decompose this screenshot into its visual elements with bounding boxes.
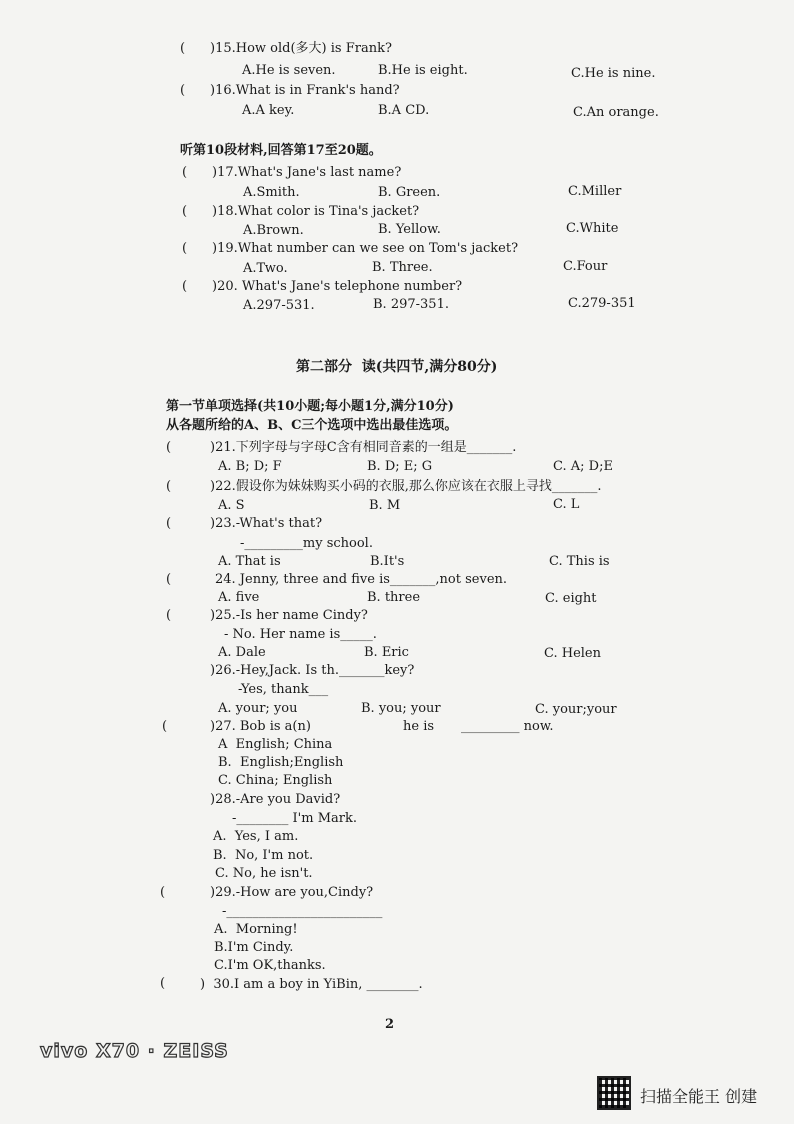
line-q27-b: B. English;English bbox=[218, 755, 344, 770]
line-q29-blank: -________________________ bbox=[222, 904, 383, 919]
line-q24-c: C. eight bbox=[545, 591, 597, 606]
line-q25-paren: ( bbox=[166, 608, 172, 623]
line-q18-paren: ( bbox=[182, 204, 188, 219]
line-q22-b: B. M bbox=[369, 498, 401, 513]
line-q24-paren: ( bbox=[166, 572, 172, 587]
line-q22-c: C. L bbox=[553, 497, 580, 512]
line-q21-c: C. A; D;E bbox=[553, 459, 613, 474]
line-q17-a: A.Smith. bbox=[243, 185, 300, 200]
line-q29-a: A. Morning! bbox=[214, 922, 298, 937]
line-q26: )26.-Hey,Jack. Is th._______key? bbox=[210, 663, 415, 678]
line-q27-mid: he is bbox=[403, 719, 435, 734]
instructions: 从各题所给的A、B、C三个选项中选出最佳选项。 bbox=[166, 418, 458, 433]
line-q16-paren: ( bbox=[180, 83, 186, 98]
line-q28-c: C. No, he isn't. bbox=[215, 866, 313, 881]
line-q20-c: C.279-351 bbox=[568, 296, 636, 311]
line-q26-blank: -Yes, thank___ bbox=[238, 682, 329, 697]
line-q21: )21.下列字母与字母C含有相同音素的一组是_______. bbox=[210, 440, 517, 455]
line-q17-c: C.Miller bbox=[568, 184, 622, 199]
line-q29-c: C.I'm OK,thanks. bbox=[214, 958, 326, 973]
line-q23-paren: ( bbox=[166, 516, 172, 531]
line-q24-a: A. five bbox=[218, 590, 260, 605]
camera-watermark: vivo X70 · ZEISS bbox=[40, 1040, 229, 1062]
line-q16-c: C.An orange. bbox=[573, 105, 659, 120]
line-q17-paren: ( bbox=[182, 165, 188, 180]
line-q18-b: B. Yellow. bbox=[378, 222, 441, 237]
line-q23-c: C. This is bbox=[549, 554, 610, 569]
line-q28-blank: -________ I'm Mark. bbox=[232, 811, 357, 826]
line-q22-a: A. S bbox=[218, 498, 245, 513]
line-para10: 听第10段材料,回答第17至20题。 bbox=[180, 143, 382, 158]
line-q17: )17.What's Jane's last name? bbox=[212, 165, 402, 180]
line-q26-c: C. your;your bbox=[535, 702, 617, 717]
line-q20-paren: ( bbox=[182, 279, 188, 294]
line-q27-a: A English; China bbox=[218, 737, 333, 752]
line-q27: )27. Bob is a(n) bbox=[210, 719, 311, 734]
line-q28-a: A. Yes, I am. bbox=[213, 829, 299, 844]
line-q29-b: B.I'm Cindy. bbox=[214, 940, 294, 955]
line-q15-paren: ( bbox=[180, 41, 186, 56]
page-number: 2 bbox=[385, 1017, 395, 1032]
line-q22: )22.假设你为妹妹购买小码的衣服,那么你应该在衣服上寻找_______. bbox=[210, 479, 602, 494]
section-heading: 第二部分 读(共四节,满分80分) bbox=[296, 359, 498, 375]
line-q26-a: A. your; you bbox=[218, 701, 298, 716]
line-q25-b: B. Eric bbox=[364, 645, 409, 660]
line-q21-a: A. B; D; F bbox=[218, 459, 282, 474]
line-q18: )18.What color is Tina's jacket? bbox=[212, 204, 420, 219]
line-q25: )25.-Is her name Cindy? bbox=[210, 608, 368, 623]
line-q29: )29.-How are you,Cindy? bbox=[210, 885, 374, 900]
line-q19-paren: ( bbox=[182, 241, 188, 256]
line-q18-a: A.Brown. bbox=[243, 223, 304, 238]
line-q17-b: B. Green. bbox=[378, 185, 441, 200]
line-q16: )16.What is in Frank's hand? bbox=[210, 83, 400, 98]
line-q19-a: A.Two. bbox=[243, 261, 288, 276]
line-q20: )20. What's Jane's telephone number? bbox=[212, 279, 463, 294]
line-q23-blank: -_________my school. bbox=[240, 536, 373, 551]
line-q16-b: B.A CD. bbox=[378, 103, 430, 118]
line-q26-b: B. you; your bbox=[361, 701, 441, 716]
line-q23: )23.-What's that? bbox=[210, 516, 323, 531]
line-q27-c: C. China; English bbox=[218, 773, 333, 788]
line-q30: ) 30.I am a boy in YiBin, ________. bbox=[200, 977, 423, 992]
line-q15: )15.How old(多大) is Frank? bbox=[210, 41, 392, 56]
line-q22-paren: ( bbox=[166, 479, 172, 494]
line-q24: 24. Jenny, three and five is_______,not seven. bbox=[215, 572, 508, 587]
line-q23-b: B.It's bbox=[370, 554, 405, 569]
line-q21-b: B. D; E; G bbox=[367, 459, 433, 474]
line-q15-c: C.He is nine. bbox=[571, 66, 656, 81]
line-q27-paren: ( bbox=[162, 719, 168, 734]
line-q29-paren: ( bbox=[160, 885, 166, 900]
line-q28-b: B. No, I'm not. bbox=[213, 848, 314, 863]
line-q16-a: A.A key. bbox=[242, 103, 295, 118]
line-q18-c: C.White bbox=[566, 221, 619, 236]
line-q23-a: A. That is bbox=[218, 554, 281, 569]
line-q20-a: A.297-531. bbox=[243, 298, 315, 313]
scanner-watermark: 扫描全能王 创建 bbox=[640, 1087, 758, 1106]
line-q30-paren: ( bbox=[160, 976, 166, 991]
line-q28: )28.-Are you David? bbox=[210, 792, 341, 807]
line-q27-end: _________ now. bbox=[461, 719, 554, 734]
line-q20-b: B. 297-351. bbox=[373, 297, 449, 312]
line-q25-c: C. Helen bbox=[544, 646, 602, 661]
line-q15-a: A.He is seven. bbox=[242, 63, 336, 78]
line-q19-b: B. Three. bbox=[372, 260, 433, 275]
line-q19-c: C.Four bbox=[563, 259, 608, 274]
line-q25-blank: - No. Her name is_____. bbox=[224, 627, 377, 642]
subsection-title: 第一节单项选择(共10小题;每小题1分,满分10分) bbox=[166, 399, 454, 414]
qr-code-icon bbox=[597, 1076, 631, 1110]
line-q25-a: A. Dale bbox=[218, 645, 266, 660]
line-q24-b: B. three bbox=[367, 590, 421, 605]
line-q19: )19.What number can we see on Tom's jacket? bbox=[212, 241, 519, 256]
line-q21-paren: ( bbox=[166, 440, 172, 455]
line-q15-b: B.He is eight. bbox=[378, 63, 468, 78]
